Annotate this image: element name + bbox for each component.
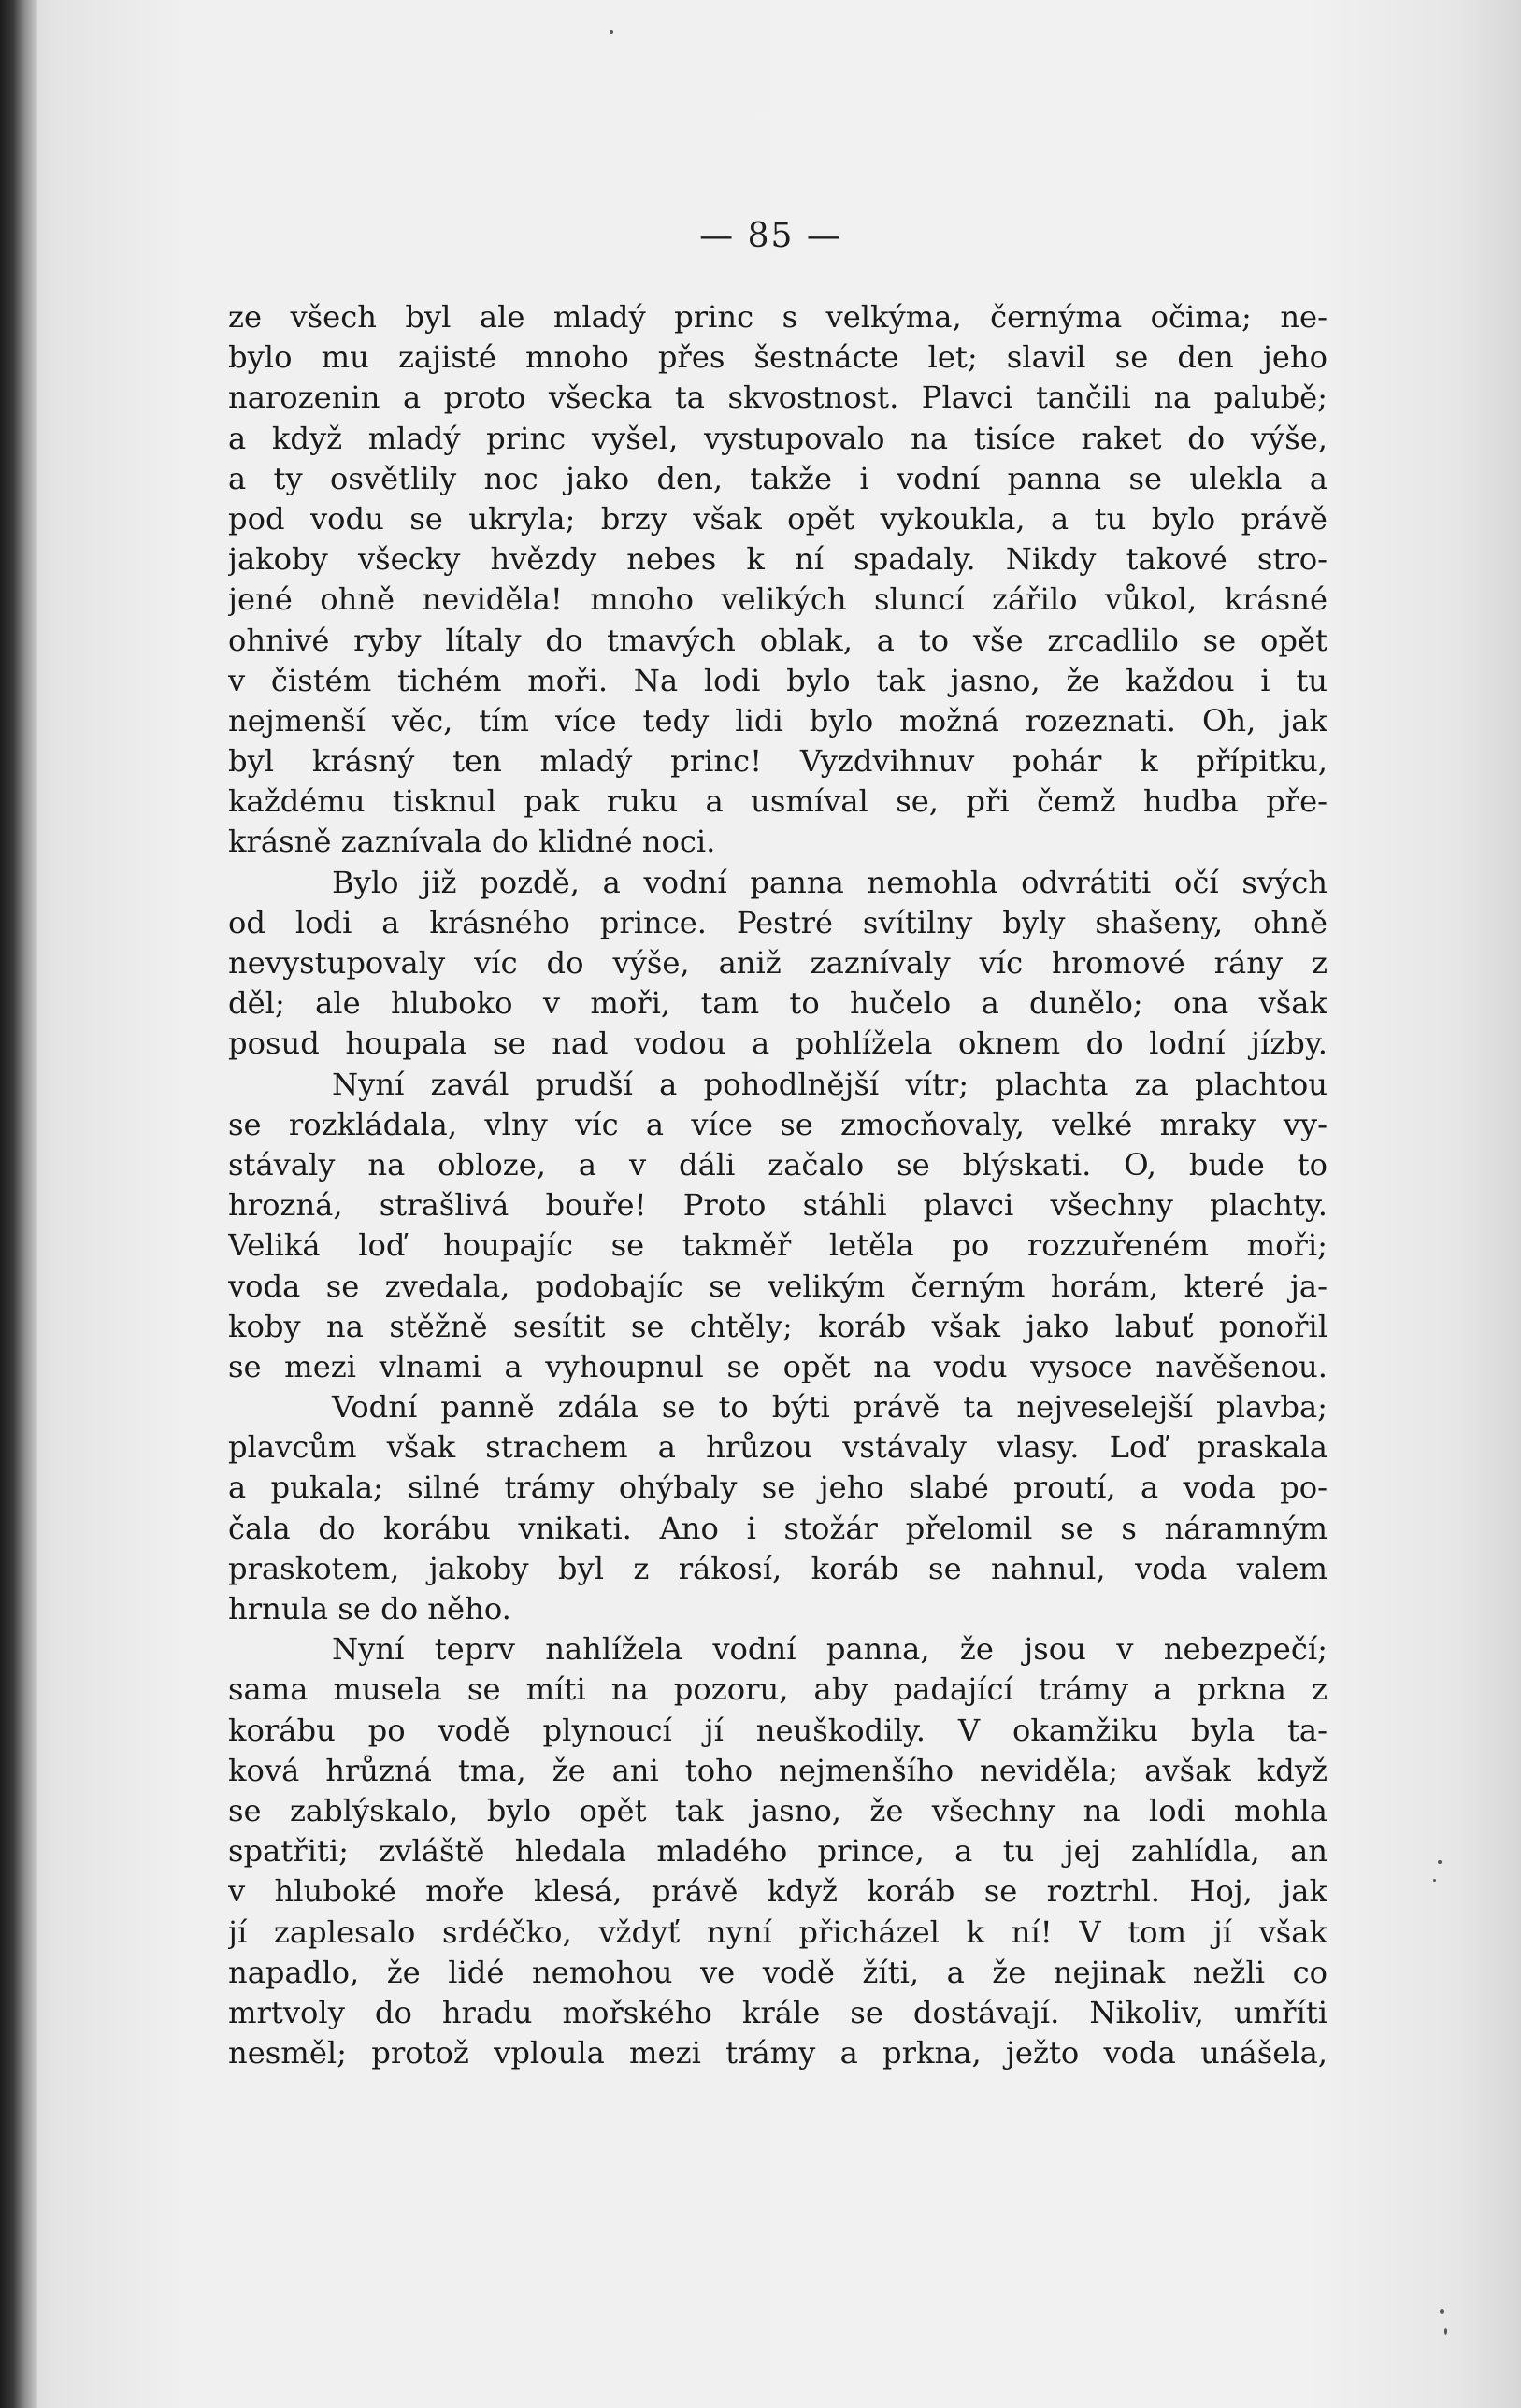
text-line: nesměl; protož vploula mezi trámy a prkna, ježto voda unášela,: [228, 2035, 1327, 2071]
text-line: hrozná, strašlivá bouře! Proto stáhli plavci všechny plachty.: [228, 1187, 1327, 1224]
page-number: [0, 217, 1521, 255]
text-line: v čistém tichém moři. Na lodi bylo tak jasno, že každou i tu: [228, 662, 1327, 698]
text-line: Nyní teprv nahlížela vodní panna, že jsou v nebezpečí;: [332, 1631, 1327, 1668]
text-line: v hluboké moře klesá, právě když koráb se roztrhl. Hoj, jak: [228, 1873, 1327, 1910]
text-line: krásně zaznívala do klidné noci.: [228, 824, 716, 860]
text-line: Vodní panně zdála se to býti právě ta nejveselejší plavba;: [332, 1389, 1327, 1426]
text-line: ze všech byl ale mladý princ s velkýma, černýma očima; ne-: [228, 299, 1327, 335]
text-line: a ty osvětlily noc jako den, takže i vodní panna se ulekla a: [228, 460, 1327, 496]
text-line: mrtvoly do hradu mořského krále se dostávají. Nikoliv, umříti: [228, 1994, 1327, 2030]
text-line: pod vodu se ukryla; brzy však opět vykoukla, a tu bylo právě: [228, 500, 1327, 537]
text-line: voda se zvedala, podobajíc se velikým černým horám, které ja-: [228, 1268, 1327, 1304]
text-line: jakoby všecky hvězdy nebes k ní spadaly. Nikdy takové stro-: [228, 541, 1327, 578]
binding-edge: [0, 0, 37, 2408]
page-number-text: — 85 —: [699, 217, 842, 255]
text-line: nejmenší věc, tím více tedy lidi bylo možná rozeznati. Oh, jak: [228, 702, 1327, 738]
text-line: ohnivé ryby lítaly do tmavých oblak, a to vše zrcadlilo se opět: [228, 622, 1327, 658]
scan-speck: [1444, 2328, 1447, 2335]
body-text: [228, 297, 1327, 2073]
text-line: koby na stěžně sesítit se chtěly; koráb však jako labuť ponořil: [228, 1308, 1327, 1344]
text-line: a když mladý princ vyšel, vystupovalo na tisíce raket do výše,: [228, 420, 1327, 456]
text-line: korábu po vodě plynoucí jí neuškodily. V okamžiku byla ta-: [228, 1712, 1327, 1748]
text-line: se zablýskalo, bylo opět tak jasno, že všechny na lodi mohla: [228, 1792, 1327, 1828]
text-line: nevystupovaly víc do výše, aniž zaznívaly víc hromové rány z: [228, 945, 1327, 981]
text-line: každému tisknul pak ruku a usmíval se, při čemž hudba pře-: [228, 783, 1327, 820]
text-line: jené ohně neviděla! mnoho velikých sluncí zářilo vůkol, krásné: [228, 581, 1327, 618]
text-line: napadlo, že lidé nemohou ve vodě žíti, a že nejinak nežli co: [228, 1954, 1327, 1990]
text-line: se rozkládala, vlny víc a více se zmocňovaly, velké mraky vy-: [228, 1106, 1327, 1142]
scan-speck: [1433, 1879, 1436, 1882]
text-line: plavcům však strachem a hrůzou vstávaly vlasy. Loď praskala: [228, 1429, 1327, 1466]
text-line: stávaly na obloze, a v dáli začalo se blýskati. O, bude to: [228, 1146, 1327, 1182]
text-line: Bylo již pozdě, a vodní panna nemohla odvrátiti očí svých: [332, 864, 1327, 900]
text-line: děl; ale hluboko v moři, tam to hučelo a dunělo; ona však: [228, 985, 1327, 1022]
text-line: Nyní zavál prudší a pohodlnější vítr; plachta za plachtou: [332, 1066, 1327, 1102]
text-line: ková hrůzná tma, že ani toho nejmenšího neviděla; avšak když: [228, 1752, 1327, 1788]
text-line: sama musela se míti na pozoru, aby padající trámy a prkna z: [228, 1671, 1327, 1708]
scan-speck: [1440, 2309, 1444, 2314]
text-line: od lodi a krásného prince. Pestré svítilny byly shašeny, ohně: [228, 904, 1327, 940]
text-line: spatřiti; zvláště hledala mladého prince, a tu jej zahlídla, an: [228, 1833, 1327, 1870]
scan-speck: [610, 30, 613, 34]
text-line: jí zaplesalo srdéčko, vždyť nyní přicházel k ní! V tom jí však: [228, 1914, 1327, 1950]
text-line: a pukala; silné trámy ohýbaly se jeho slabé proutí, a voda po-: [228, 1469, 1327, 1506]
text-line: čala do korábu vnikati. Ano i stožár přelomil se s náramným: [228, 1510, 1327, 1546]
text-line: praskotem, jakoby byl z rákosí, koráb se nahnul, voda valem: [228, 1550, 1327, 1586]
text-line: Veliká loď houpajíc se takměř letěla po rozzuřeném moři;: [228, 1227, 1327, 1264]
scan-speck: [1438, 1860, 1442, 1864]
text-line: hrnula se do něho.: [228, 1591, 511, 1627]
text-line: narozenin a proto všecka ta skvostnost. Plavci tančili na palubě;: [228, 380, 1327, 416]
text-line: bylo mu zajisté mnoho přes šestnácte let; slavil se den jeho: [228, 339, 1327, 376]
text-line: se mezi vlnami a vyhoupnul se opět na vodu vysoce navěšenou.: [228, 1348, 1327, 1384]
text-line: byl krásný ten mladý princ! Vyzdvihnuv pohár k přípitku,: [228, 743, 1327, 780]
text-line: posud houpala se nad vodou a pohlížela oknem do lodní jízby.: [228, 1025, 1327, 1062]
